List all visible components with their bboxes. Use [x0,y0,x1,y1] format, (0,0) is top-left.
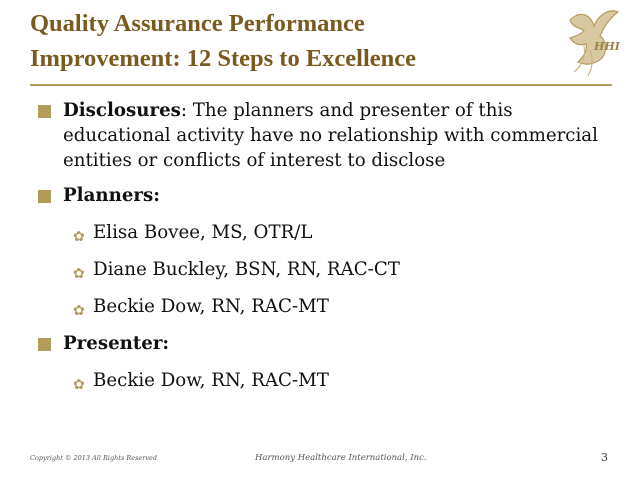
title-divider [30,84,612,86]
sub-bullet-icon: ✿ [73,266,85,282]
sub-bullet-icon: ✿ [73,377,85,393]
slide-footer [30,452,608,466]
page-number: 3 [601,451,608,464]
slide-content [38,98,608,393]
bullet-disclosures [38,98,608,173]
logo-text: HHI [594,40,620,53]
planners-label: Planners: [63,185,160,206]
slide-title [30,6,550,76]
sub-bullet-icon: ✿ [73,229,85,245]
presenter-item: ✿ Beckie Dow, RN, RAC-MT [38,368,608,393]
planner-item: ✿ Beckie Dow, RN, RAC-MT [38,294,608,319]
planner-item: ✿ Elisa Bovee, MS, OTR/L [38,220,608,245]
copyright-text: Copyright © 2013 All Rights Reserved [30,454,158,462]
sub-bullet-icon: ✿ [73,303,85,319]
title-line-2: Improvement: 12 Steps to Excellence [30,45,417,72]
disclosures-text: : The planners and presenter of this educational activity have no relationship with commercial entities or conflicts of interest to disclose [63,100,598,171]
disclosures-label: Disclosures [63,100,181,121]
bullet-presenter [38,331,608,356]
square-bullet-icon [38,105,51,118]
title-line-1: Quality Assurance Performance [30,10,365,37]
square-bullet-icon [38,338,51,351]
presenter-label: Presenter: [63,333,170,354]
organization-name: Harmony Healthcare International, Inc. [255,453,427,463]
square-bullet-icon [38,190,51,203]
bullet-planners [38,183,608,208]
planner-item: ✿ Diane Buckley, BSN, RN, RAC-CT [38,257,608,282]
